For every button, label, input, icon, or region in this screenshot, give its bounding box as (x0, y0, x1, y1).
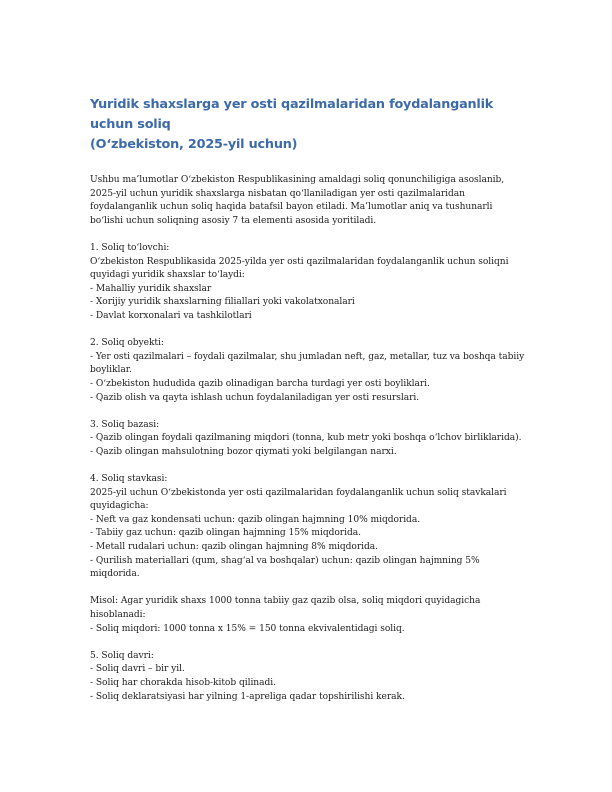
section-line: - Qazib olingan mahsulotning bozor qiymati yoki belgilangan narxi. (90, 446, 397, 457)
section-example (90, 595, 525, 636)
section-tax-object (90, 337, 525, 405)
title-line-2: (O‘zbekiston, 2025-yil uchun) (90, 137, 298, 152)
section-line: - Soliq deklaratsiyasi har yilning 1-apreliga qadar topshirilishi kerak. (90, 691, 405, 702)
paragraph-spacer (90, 324, 525, 338)
section-heading: 3. Soliq bazasi: (90, 419, 160, 430)
intro-line: bo‘lishi uchun soliqning asosiy 7 ta elementi asosida yoritiladi. (90, 215, 377, 226)
section-line: - Davlat korxonalari va tashkilotlari (90, 310, 252, 321)
paragraph-spacer (90, 405, 525, 419)
section-line: Misol: Agar yuridik shaxs 1000 tonna tabiiy gaz qazib olsa, soliq miqdori quyidagicha (90, 596, 481, 607)
section-line: - Yer osti qazilmalari – foydali qazilmalar, shu jumladan neft, gaz, metallar, tuz va boshqa tabiiy (90, 351, 525, 362)
section-line: quyidagicha: (90, 501, 149, 512)
section-tax-base (90, 419, 525, 460)
section-line: O‘zbekiston Respublikasida 2025-yilda yer osti qazilmalaridan foydalanganlik uchun soliqni (90, 256, 509, 267)
intro-line: Ushbu ma’lumotlar O‘zbekiston Respublikasining amaldagi soliq qonunchiligiga asoslanib, (90, 175, 505, 185)
document-content (90, 95, 525, 704)
section-line: - Metall rudalari uchun: qazib olingan hajmning 8% miqdorida. (90, 542, 378, 553)
paragraph-spacer (90, 228, 525, 242)
section-line: - Soliq har chorakda hisob-kitob qilinadi. (90, 677, 276, 688)
intro-line: 2025-yil uchun yuridik shaxslarga nisbatan qo‘llaniladigan yer osti qazilmalaridan (90, 188, 465, 199)
section-line: - Tabiiy gaz uchun: qazib olingan hajmning 15% miqdorida. (90, 528, 361, 539)
section-line: - Mahalliy yuridik shaxslar (90, 283, 212, 294)
section-line: miqdorida. (90, 569, 140, 580)
paragraph-spacer (90, 582, 525, 596)
title-line-1: Yuridik shaxslarga yer osti qazilmalaridan foydalanganlik uchun soliq (90, 97, 494, 132)
section-line: - O‘zbekiston hududida qazib olinadigan barcha turdagi yer osti boyliklari. (90, 378, 430, 389)
section-line: - Soliq davri – bir yil. (90, 664, 185, 675)
section-line: hisoblanadi: (90, 610, 146, 620)
section-line: - Xorijiy yuridik shaxslarning filiallari yoki vakolatxonalari (90, 297, 355, 308)
section-line: - Neft va gaz kondensati uchun: qazib olingan hajmning 10% miqdorida. (90, 514, 421, 525)
section-line: 2025-yil uchun O‘zbekistonda yer osti qazilmalaridan foydalanganlik uchun soliq stavkalari (90, 487, 507, 498)
section-heading: 2. Soliq obyekti: (90, 338, 164, 349)
section-line: - Soliq miqdori: 1000 tonna x 15% = 150 tonna ekvivalentidagi soliq. (90, 623, 405, 634)
section-heading: 4. Soliq stavkasi: (90, 474, 168, 485)
section-line: quyidagi yuridik shaxslar to‘laydi: (90, 270, 245, 281)
paragraph-spacer (90, 459, 525, 473)
section-line: boyliklar. (90, 365, 132, 376)
section-line: - Qazib olish va qayta ishlash uchun foydalaniladigan yer osti resurslari. (90, 392, 420, 403)
section-heading: 5. Soliq davri: (90, 650, 154, 661)
intro-line: foydalanganlik uchun soliq haqida batafsil bayon etiladi. Ma’lumotlar aniq va tushunarli (90, 202, 493, 213)
section-heading: 1. Soliq to‘lovchi: (90, 242, 170, 253)
section-line: - Qurilish materiallari (qum, shag‘al va boshqalar) uchun: qazib olingan hajmning 5% (90, 555, 480, 566)
section-line: - Qazib olingan foydali qazilmaning miqdori (tonna, kub metr yoki boshqa o‘lchov birliklarida). (90, 433, 522, 444)
section-tax-payer (90, 242, 525, 324)
document-title (90, 95, 525, 155)
section-tax-rate (90, 473, 525, 582)
paragraph-spacer (90, 636, 525, 650)
intro-paragraph (90, 174, 525, 228)
section-tax-period (90, 650, 525, 704)
